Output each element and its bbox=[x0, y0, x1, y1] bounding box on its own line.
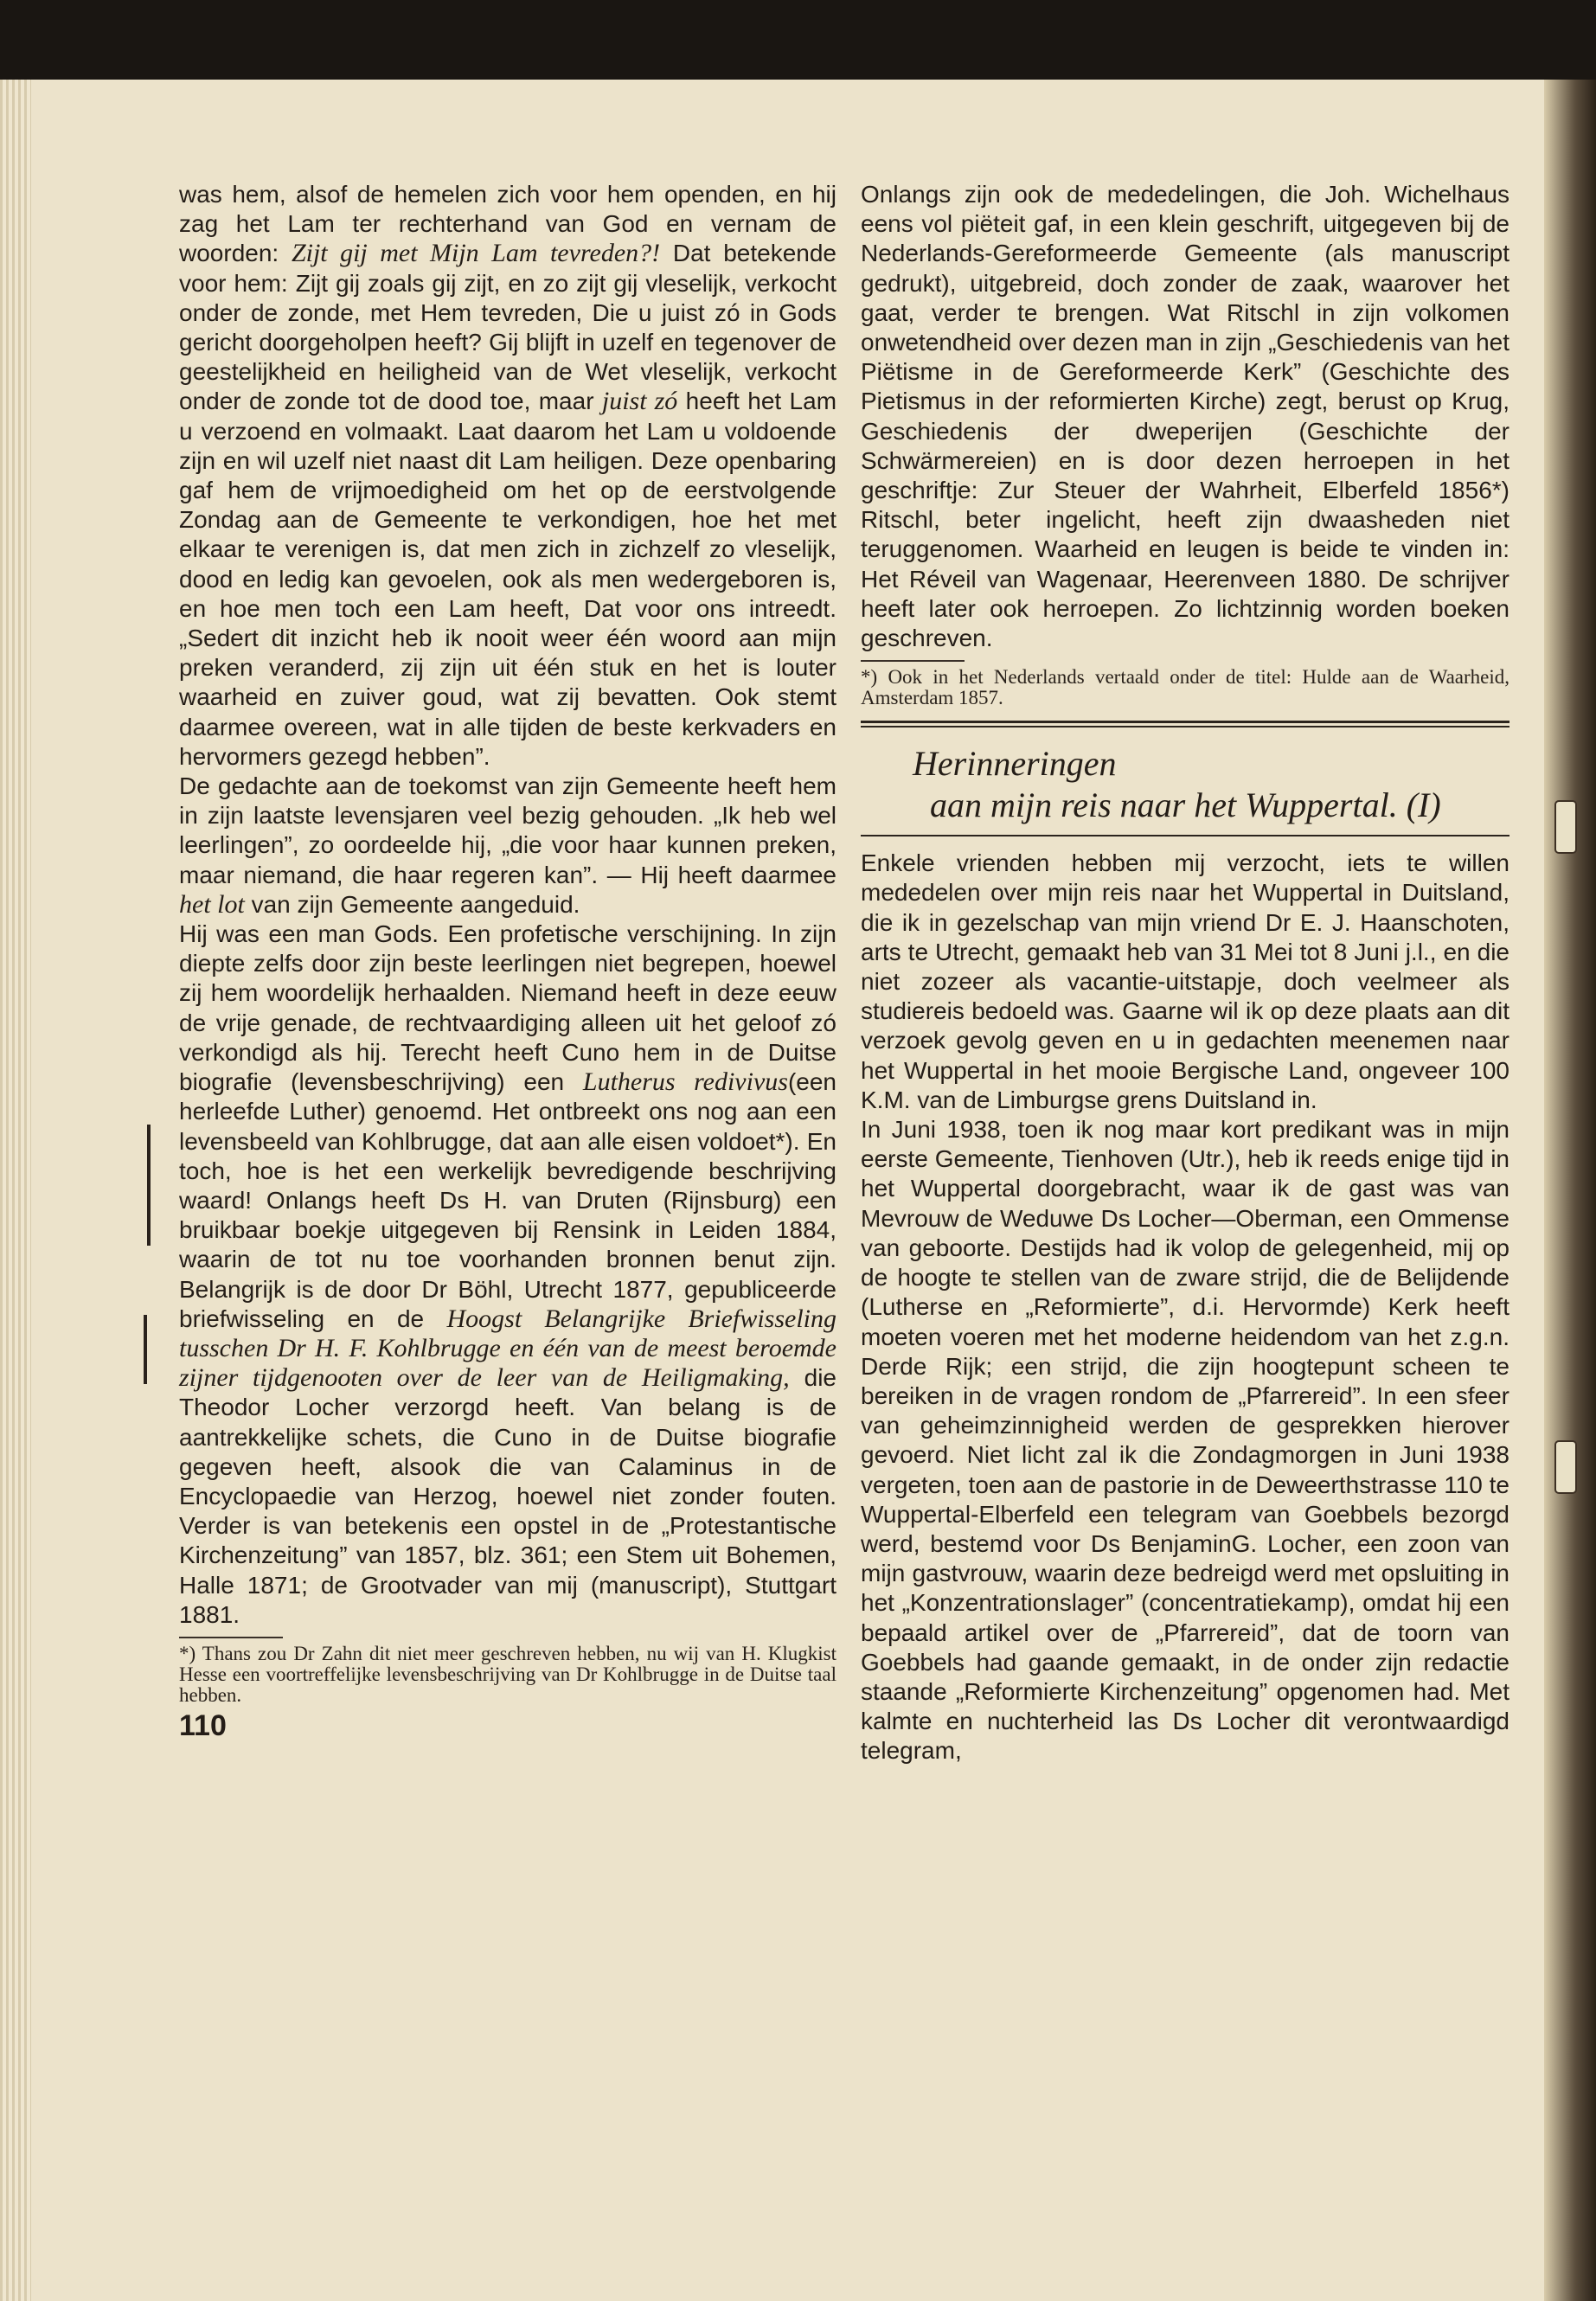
right-column bbox=[861, 180, 1509, 1766]
paragraph-left-1: was hem, alsof de hemelen zich voor hem openden, en hij zag het Lam ter rechterhand van God en vernam de woorden: Zijt gij met Mijn Lam tevreden?! Dat betekende voor hem: Zijt gij zoals gij zijt, en zo zijt gij vleselijk, verkocht onder de zonde, met Hem tevreden, Die u juist zó in Gods gericht doorgeholpen heeft? Gij blijft in uzelf en tegenover de geestelijkheid en heiligheid van de Wet vleselijk, verkocht onder de zonde tot de dood toe, maar juist zó heeft het Lam u verzoend en volmaakt. Laat daarom het Lam u voldoende zijn en wil uzelf niet naast dit Lam heiligen. Deze openbaring gaf hem de vrijmoedigheid om het op de eerstvolgende Zondag aan de Gemeente te verkondigen, hoe het met elkaar te verenigen is, dat men zich in zichzelf zo vleselijk, dood en ledig kan gevoelen, ook als men wedergeboren is, en hoe men toch een Lam heeft, Dat voor ons intreedt. „Sedert dit inzicht heb ik nooit weer één woord aan mijn preken veranderd, zij zijn uit één stuk en het is louter waarheid en zuiver goud, wat zij bevatten. Ook stemt daarmee overeen, wat in alle tijden de beste kerkvaders en hervormers gezegd hebben”. bbox=[179, 181, 837, 770]
margin-mark-upper bbox=[147, 1125, 151, 1246]
section-title-rule bbox=[861, 835, 1509, 836]
left-column bbox=[179, 180, 836, 1740]
footnote-right: *) Ook in het Nederlands vertaald onder de titel: Hulde aan de Waarheid, Amsterdam 1857. bbox=[861, 666, 1509, 709]
footnote-rule-right bbox=[861, 660, 965, 662]
book-spine bbox=[1544, 80, 1596, 2301]
paragraph-right-1: Onlangs zijn ook de mededelingen, die Joh. Wichelhaus eens vol piëteit gaf, in een klein geschrift, uitgegeven bij de Nederlands-Gereformeerde Gemeente (als manuscript gedrukt), uitgebreid, doch zonder de zaak, waarover het gaat, verder te brengen. Wat Ritschl in zijn volkomen onwetendheid over dezen man in zijn „Geschiedenis van het Piëtisme in de Gereformeerde Kerk” (Geschichte des Pietismus in der reformierten Kirche) zegt, berust op Krug, Geschiedenis der dweperijen (Geschichte der Schwärmereien) en is door dezen herroepen in het geschriftje: Zur Steuer der Wahrheit, Elberfeld 1856*) Ritschl, beter ingelicht, heeft zijn dwaasheden niet teruggenomen. Waarheid en leugen is beide te vinden in: Het Réveil van Wagenaar, Heerenveen 1880. De schrijver heeft later ook herroepen. Zo lichtzinnig worden boeken geschreven. bbox=[861, 181, 1509, 652]
paragraph-right-3: In Juni 1938, toen ik nog maar kort predikant was in mijn eerste Gemeente, Tienhoven (Utr.), heb ik reeds enige tijd in het Wuppertal doorgebracht, waar ik de gast was van Mevrouw de Weduwe Ds Locher—Oberman, een Ommense van geboorte. Destijds had ik volop de gelegenheid, mij op de hoogte te stellen van de zware strijd, die de Belijdende (Lutherse en „Reformierte”, d.i. Hervormde) Kerk heeft moeten voeren met het moderne heidendom van het z.g.n. Derde Rijk; een strijd, die zijn hoogtepunt scheen te bereiken in de vragen rondom de „Pfarrereid”. In een sfeer van geheimzinnigheid werden de gesprekken hierover gevoerd. Niet licht zal ik die Zondagmorgen in Juni 1938 vergeten, toen aan de pastorie in de Deweerthstrasse 110 te Wuppertal-Elberfeld een telegram van Goebbels bezorgd werd, bestemd voor Ds BenjaminG. Locher, een zoon van mijn gastvrouw, waarin deze bedreigd werd met opsluiting in het „Konzentrationslager” (concentratiekamp), omdat hij een bepaald artikel over de „Pfarrereid”, dat de toorn van Goebbels had gaande gemaakt, in de onder zijn redactie staande „Reformierte Kirchenzeitung” opgenomen had. Met kalmte en nuchterheid las Ds Locher dit verontwaardigd telegram, bbox=[861, 1116, 1509, 1765]
page-number: 110 bbox=[179, 1708, 227, 1742]
footnote-left: *) Thans zou Dr Zahn dit niet meer geschreven hebben, nu wij van H. Klugkist Hesse een voortreffelijke levensbeschrijving van Dr Kohlbrugge in de Duitse taal hebben. bbox=[179, 1642, 836, 1706]
index-tab-upper bbox=[1554, 800, 1577, 854]
footnote-rule-left bbox=[179, 1637, 283, 1638]
section-divider bbox=[861, 721, 1509, 727]
index-tab-lower bbox=[1554, 1440, 1577, 1494]
paragraph-left-3: Hij was een man Gods. Een profetische verschijning. In zijn diepte zelfs door zijn beste leerlingen niet begrepen, hoewel zij hem woordelijk herhaalden. Niemand heeft in deze eeuw de vrije genade, de rechtvaardiging alleen uit het geloof zó verkondigd als hij. Terecht heeft Cuno hem in de Duitse biografie (levensbeschrijving) een Lutherus redivivus(een herleefde Luther) genoemd. Het ontbreekt ons nog aan een levensbeeld van Kohlbrugge, dat aan alle eisen voldoet*). En toch, hoe is het een werkelijk bevredigende beschrijving waard! Onlangs heeft Ds H. van Druten (Rijnsburg) een bruikbaar boekje uitgegeven bij Rensink in Leiden 1884, waarin de tot nu toe voorhanden bronnen benut zijn. Belangrijk is de door Dr Böhl, Utrecht 1877, gepubliceerde briefwisseling en de Hoogst Belangrijke Briefwisseling tusschen Dr H. F. Kohlbrugge en één van de meest beroemde zijner tijdgenooten over de leer van de Heiligmaking, die Theodor Locher verzorgd heeft. Van belang is de aantrekkelijke schets, die Cuno in de Duitse biografie gegeven heeft, alsook die van Calaminus in de Encyclopaedie van Herzog, hoewel niet zonder fouten. Verder is van betekenis een opstel in de „Protestantische Kirchenzeitung” van 1857, blz. 361; een Stem uit Bohemen, Halle 1871; de Grootvader van mij (manuscript), Stuttgart 1881. bbox=[179, 920, 837, 1628]
page-edge-stack bbox=[0, 80, 31, 2301]
section-title: Herinneringen aan mijn reis naar het Wuppertal. (I) bbox=[913, 744, 1441, 825]
paragraph-left-2: De gedachte aan de toekomst van zijn Gemeente heeft hem in zijn laatste levensjaren veel bezig gehouden. „Ik heb wel leerlingen”, zo oordeelde hij, „die voor haar kunnen preken, maar niemand, die haar regeren kan”. — Hij heeft daarmee het lot van zijn Gemeente aangeduid. bbox=[179, 772, 836, 919]
paragraph-right-2: Enkele vrienden hebben mij verzocht, iets te willen mededelen over mijn reis naar het Wuppertal in Duitsland, die ik in gezelschap van mijn vriend Dr E. J. Haanschoten, arts te Utrecht, gemaakt heb van 31 Mei tot 8 Juni j.l., en die niet zozeer als vacantie-uitstapje, doch veelmeer als studiereis bedoeld was. Gaarne wil ik op deze plaats aan dit verzoek gevolg geven en u in gedachten meenemen naar het Wuppertal in het mooie Bergische Land, ongeveer 100 K.M. van de Limburgse grens Duitsland in. bbox=[861, 849, 1509, 1113]
margin-mark-lower bbox=[144, 1315, 147, 1384]
